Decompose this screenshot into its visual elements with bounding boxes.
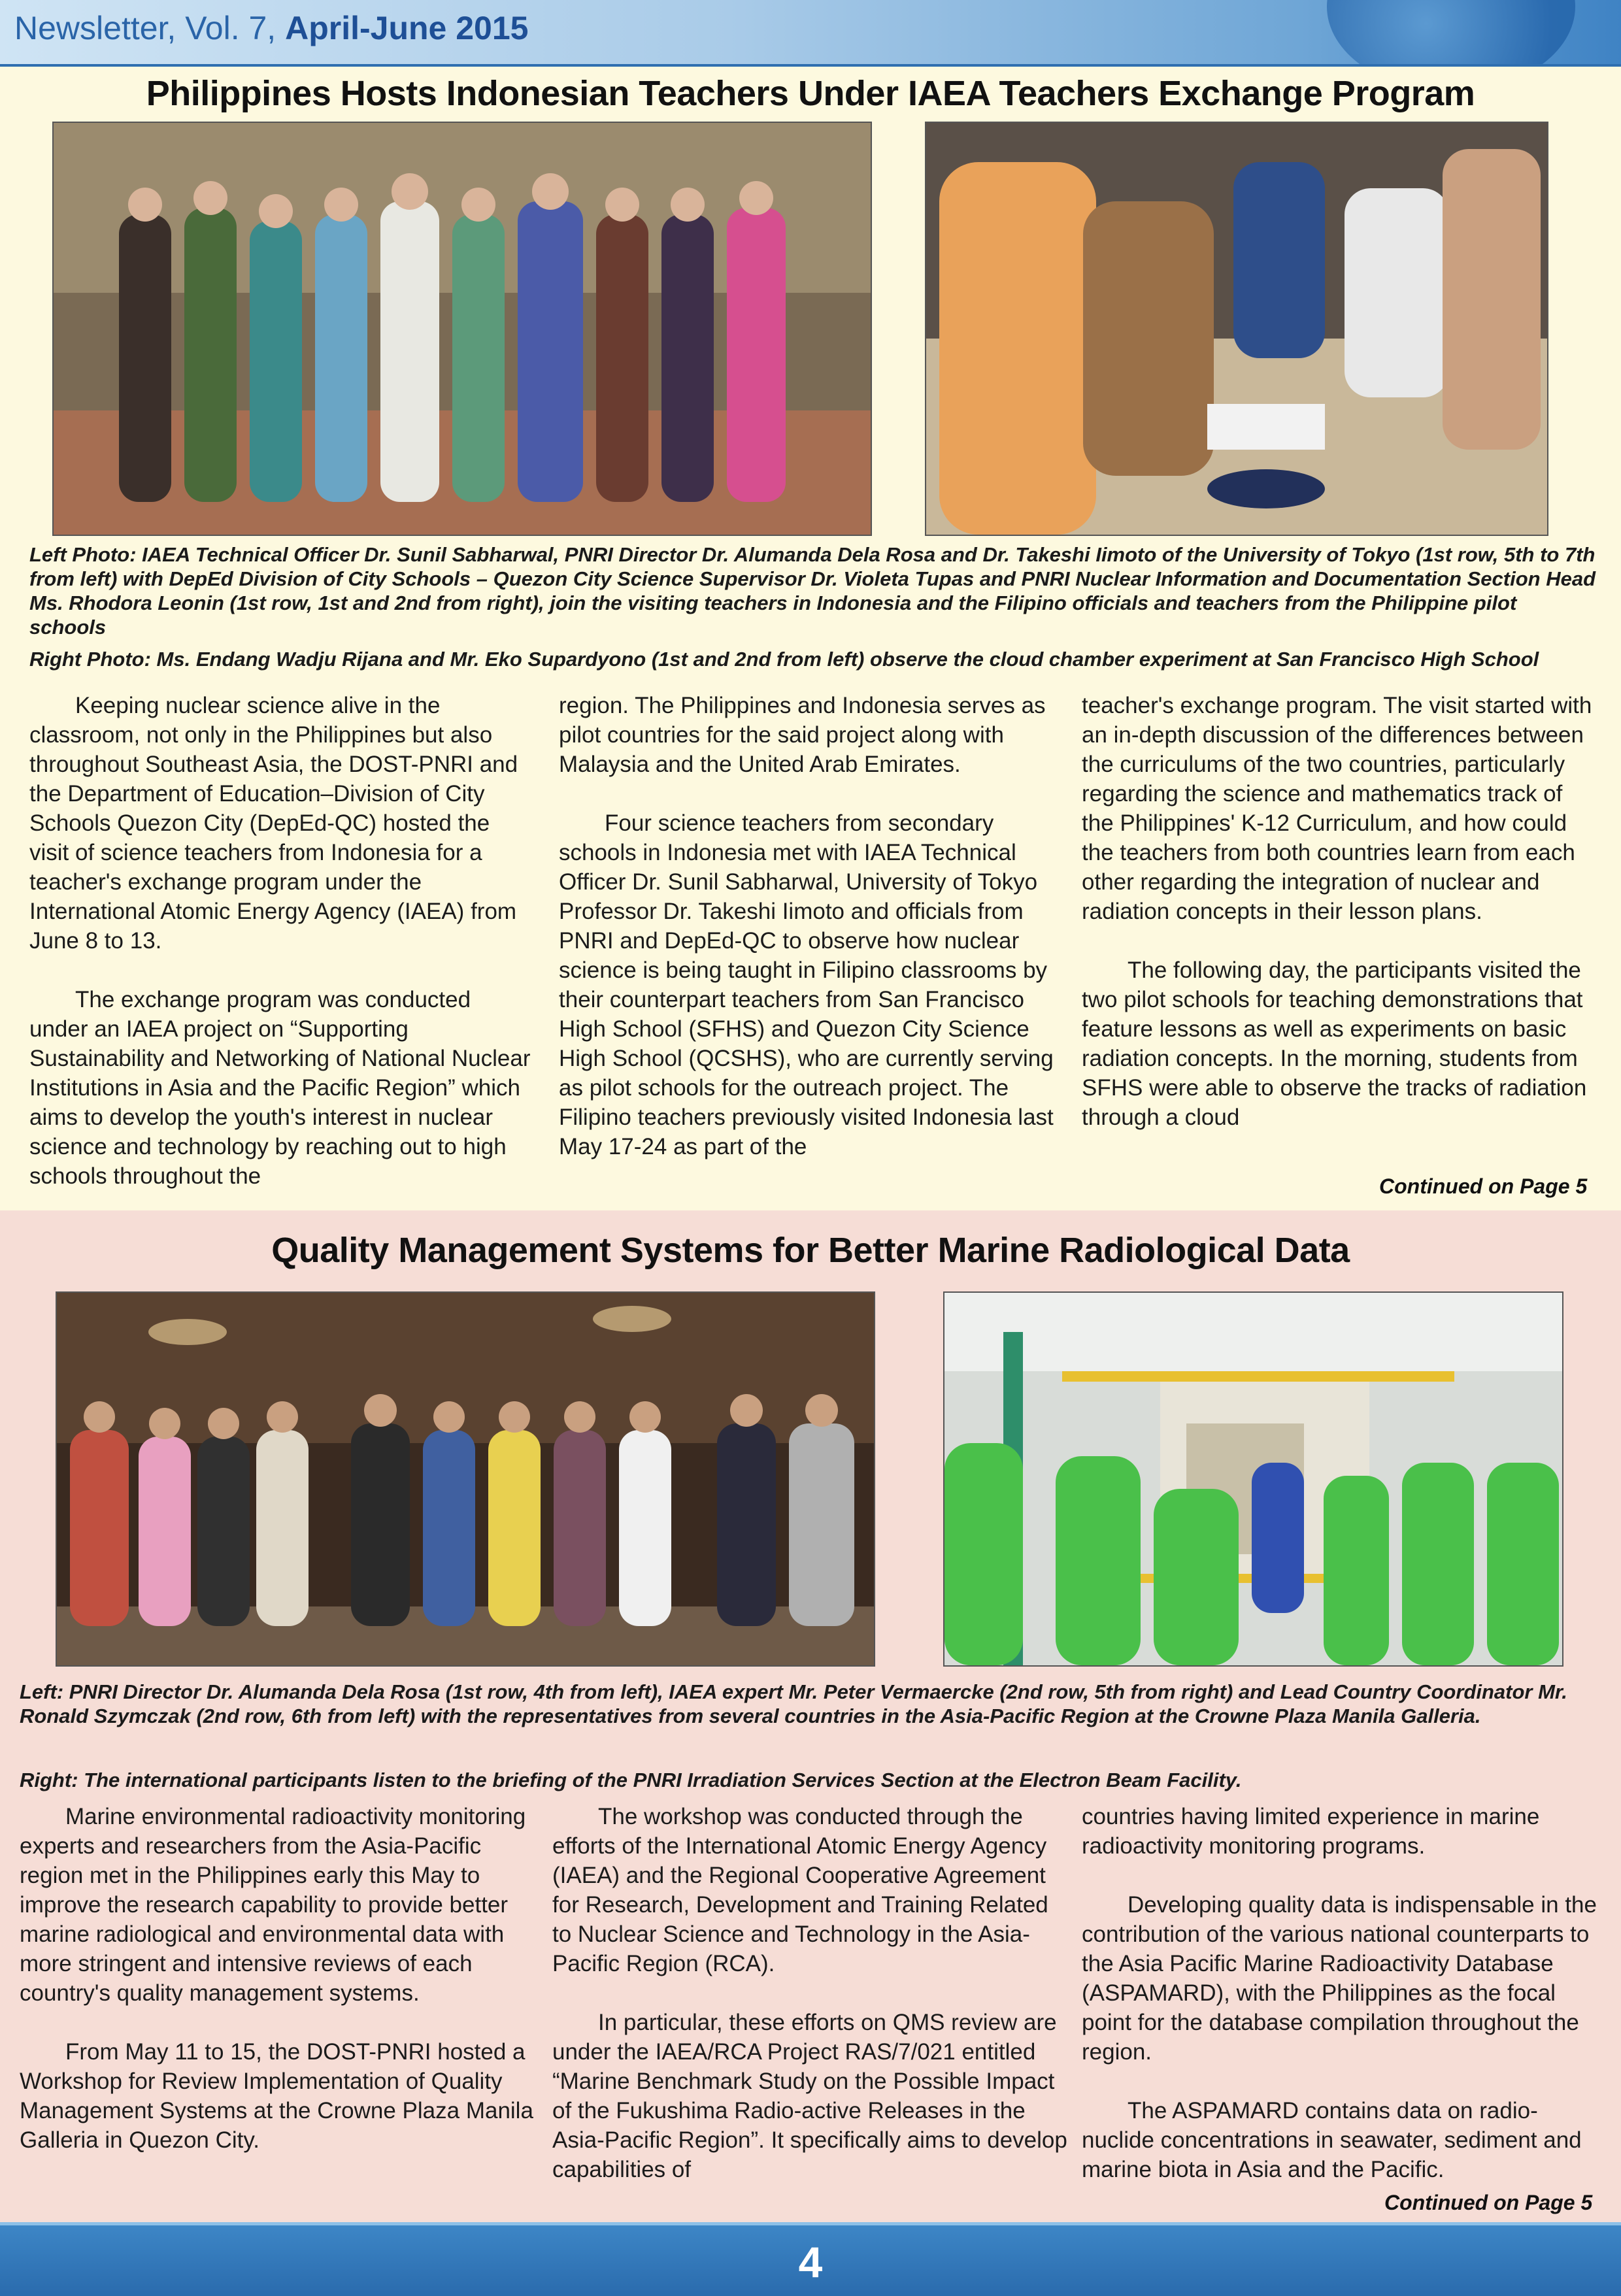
article-title: Philippines Hosts Indonesian Teachers Under IAEA Teachers Exchange Program — [146, 74, 1475, 113]
newsletter-volume: Newsletter, Vol. 7, — [14, 10, 276, 46]
article-column-1 — [29, 691, 533, 1191]
continued-note: Continued on Page 5 — [1384, 2191, 1593, 2214]
paragraph: Four science teachers from secondary schools in Indonesia met with IAEA Technical Officer Dr. Sunil Sabharwal, University of Tokyo Professor Dr. Takeshi Iimoto and officials from PNRI and DepEd-QC to observe how nuclear science is being taught in Filipino classrooms by their counterpart teachers from San Francisco High School (SFHS) and Quezon City Science High School (QCSHS), who are currently serving as pilot schools for the outreach project. The Filipino teachers previously visited Indonesia last May 17-24 as part of the — [559, 810, 1054, 1159]
globe-graphic — [1327, 0, 1575, 67]
continued-note: Continued on Page 5 — [1379, 1174, 1588, 1198]
photo-caption-left: Left: PNRI Director Dr. Alumanda Dela Rosa (1st row, 4th from left), IAEA expert Mr. Peter Vermaercke (2nd row, 5th from right) and Lead Country Coordinator Mr. Ronald Szymczak (2nd row, 6th from left) with the representatives from several countries in the Asia-Pacific Region at the Crowne Plaza Manila Galleria. — [20, 1680, 1567, 1727]
paragraph: Marine environmental radioactivity monitoring experts and researchers from the Asia-Pacific region met in the Philippines early this May to improve the research capability to provide better marine radiological and environmental data with more stringent and intensive reviews of each country's quality management systems. — [20, 1804, 526, 2006]
article-column-1 — [20, 1802, 536, 2155]
group-photo-teachers — [52, 122, 872, 536]
group-photo-workshop — [56, 1291, 875, 1667]
paragraph: The following day, the participants visited the two pilot schools for teaching demonstrations that feature lessons as well as experiments on basic radiation concepts. In the morning, students from SFHS were able to observe the tracks of radiation through a cloud — [1082, 957, 1587, 1130]
paragraph: Developing quality data is indispensable in the contribution of the various national counterparts to the Asia Pacific Marine Radioactivity Database (ASPAMARD), with the Philippines as the focal point for the database compilation throughout the region. — [1082, 1892, 1597, 2065]
paragraph: teacher's exchange program. The visit started with an in-depth discussion of the differences between the curriculums of the two countries, particularly regarding the science and mathematics track of the Philippines' K-12 Curriculum, and how could the teachers from both countries learn from each other regarding the integration of nuclear and radiation concepts in their lesson plans. — [1082, 693, 1592, 924]
article-title: Quality Management Systems for Better Marine Radiological Data — [271, 1231, 1350, 1270]
photo-caption-right: Right: The international participants listen to the briefing of the PNRI Irradiation Services Section at the Electron Beam Facility. — [20, 1769, 1242, 1791]
electron-beam-facility-photo — [943, 1291, 1563, 1667]
paragraph: region. The Philippines and Indonesia serves as pilot countries for the said project along with Malaysia and the United Arab Emirates. — [559, 693, 1046, 777]
photo-caption-right: Right Photo: Ms. Endang Wadju Rijana and Mr. Eko Supardyono (1st and 2nd from left) observe the cloud chamber experiment at San Francisco High School — [29, 648, 1539, 671]
paragraph: In particular, these efforts on QMS review are under the IAEA/RCA Project RAS/7/021 entitled “Marine Benchmark Study on the Possible Impact of the Fukushima Radio-active Releases in the Asia-Pacific Region”. It specifically aims to develop capabilities of — [552, 2010, 1067, 2182]
newsletter-label — [14, 9, 528, 47]
article-column-2 — [552, 1802, 1069, 2184]
photo-caption-left: Left Photo: IAEA Technical Officer Dr. Sunil Sabharwal, PNRI Director Dr. Alumanda Dela Rosa and Dr. Takeshi Iimoto of the University of Tokyo (1st row, 5th to 7th from left) with DepEd Division of City Schools – Quezon City Science Supervisor Dr. Violeta Tupas and PNRI Nuclear Information and Documentation Section Head Ms. Rhodora Leonin (1st row, 1st and 2nd from right), join the visiting teachers in Indonesia and the Filipino officials and teachers from the Philippine pilot schools — [29, 543, 1596, 639]
paragraph: The workshop was conducted through the efforts of the International Atomic Energy Agency (IAEA) and the Regional Cooperative Agreement for Research, Development and Training Related to Nuclear Science and Technology in the Asia-Pacific Region (RCA). — [552, 1804, 1048, 1976]
paragraph: countries having limited experience in marine radioactivity monitoring programs. — [1082, 1804, 1540, 1859]
page-footer — [0, 2222, 1621, 2296]
article-column-2 — [559, 691, 1062, 1161]
article-teachers-exchange — [0, 67, 1621, 1210]
article-quality-management — [0, 1210, 1621, 2222]
article-column-3 — [1082, 1802, 1598, 2184]
page-number: 4 — [798, 2238, 823, 2286]
paragraph: The ASPAMARD contains data on radio-nuclide concentrations in seawater, sediment and marine biota in Asia and the Pacific. — [1082, 2098, 1582, 2182]
paragraph: Keeping nuclear science alive in the classroom, not only in the Philippines but also throughout Southeast Asia, the DOST-PNRI and the Department of Education–Division of City Schools Quezon City (DepEd-QC) hosted the visit of science teachers from Indonesia for a teacher's exchange program under the International Atomic Energy Agency (IAEA) from June 8 to 13. — [29, 693, 518, 954]
paragraph: From May 11 to 15, the DOST-PNRI hosted a Workshop for Review Implementation of Quality Management Systems at the Crowne Plaza Manila Galleria in Quezon City. — [20, 2039, 533, 2153]
newsletter-issue: April-June 2015 — [285, 10, 529, 46]
paragraph: The exchange program was conducted under an IAEA project on “Supporting Sustainability and Networking of National Nuclear Institutions in Asia and the Pacific Region” which aims to develop the youth's interest in nuclear science and technology by reaching out to high schools throughout the — [29, 987, 531, 1189]
cloud-chamber-photo — [925, 122, 1548, 536]
article-column-3 — [1082, 691, 1598, 1132]
newsletter-banner — [0, 0, 1621, 67]
